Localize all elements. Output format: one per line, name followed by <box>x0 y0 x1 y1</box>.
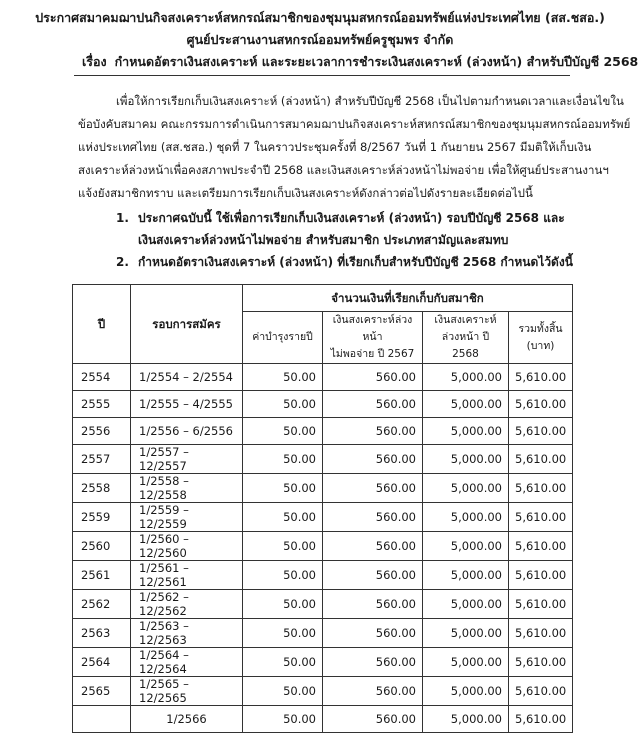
intro-paragraph <box>78 90 631 205</box>
cell-advance: 5,000.00 <box>423 677 509 706</box>
cell-year: 2563 <box>73 619 131 648</box>
cell-round: 1/2563 – 12/2563 <box>131 619 243 648</box>
cell-round: 1/2557 – 12/2557 <box>131 445 243 474</box>
cell-round: 1/2554 – 2/2554 <box>131 364 243 391</box>
cell-fee: 50.00 <box>243 445 323 474</box>
cell-shortfall: 560.00 <box>323 619 423 648</box>
column-header-advance <box>423 312 509 364</box>
item-text: ประกาศฉบับนี้ ใช้เพื่อการเรียกเก็บเงินสงเคราะห์ (ล่วงหน้า) รอบปีบัญชี 2568 และ <box>138 211 565 225</box>
cell-total: 5,610.00 <box>509 677 573 706</box>
column-header-advance-line2: ล่วงหน้า ปี 2568 <box>441 331 490 360</box>
cell-fee: 50.00 <box>243 590 323 619</box>
cell-shortfall: 560.00 <box>323 590 423 619</box>
cell-total: 5,610.00 <box>509 418 573 445</box>
cell-shortfall: 560.00 <box>323 445 423 474</box>
cell-round: 1/2560 – 12/2560 <box>131 532 243 561</box>
item-text-continued: เงินสงเคราะห์ล่วงหน้าไม่พอจ่าย สำหรับสมาชิก ประเภทสามัญและสมทบ <box>138 233 509 247</box>
cell-advance: 5,000.00 <box>423 503 509 532</box>
column-header-group: จำนวนเงินที่เรียกเก็บกับสมาชิก <box>243 285 573 312</box>
cell-fee: 50.00 <box>243 418 323 445</box>
subject-line <box>82 52 638 72</box>
column-header-year: ปี <box>73 285 131 364</box>
table-row <box>73 619 573 648</box>
cell-year: 2559 <box>73 503 131 532</box>
table-row <box>73 445 573 474</box>
cell-fee: 50.00 <box>243 364 323 391</box>
cell-fee: 50.00 <box>243 391 323 418</box>
cell-total: 5,610.00 <box>509 474 573 503</box>
column-header-total-line2: (บาท) <box>526 339 555 352</box>
cell-year: 2554 <box>73 364 131 391</box>
cell-round: 1/2559 – 12/2559 <box>131 503 243 532</box>
announcement-title: ประกาศสมาคมฌาปนกิจสงเคราะห์สหกรณ์สมาชิกของชุมนุมสหกรณ์ออมทรัพย์แห่งประเทศไทย (สส.ชสอ.) <box>35 10 605 25</box>
column-header-advance-line1: เงินสงเคราะห์ <box>434 314 497 326</box>
cell-round: 1/2555 – 4/2555 <box>131 391 243 418</box>
cell-round: 1/2558 – 12/2558 <box>131 474 243 503</box>
item-number: 1. <box>116 211 129 225</box>
item-2 <box>116 253 573 272</box>
cell-fee: 50.00 <box>243 677 323 706</box>
cell-shortfall: 560.00 <box>323 418 423 445</box>
table-row <box>73 706 573 733</box>
rates-table <box>72 284 573 733</box>
column-header-total-line1: รวมทั้งสิ้น <box>518 322 563 335</box>
cell-advance: 5,000.00 <box>423 706 509 733</box>
cell-total: 5,610.00 <box>509 503 573 532</box>
table-row <box>73 648 573 677</box>
column-header-round: รอบการสมัคร <box>131 285 243 364</box>
cell-round: 1/2562 – 12/2562 <box>131 590 243 619</box>
item-number: 2. <box>116 255 129 269</box>
cell-round: 1/2564 – 12/2564 <box>131 648 243 677</box>
cell-shortfall: 560.00 <box>323 561 423 590</box>
cell-shortfall: 560.00 <box>323 677 423 706</box>
cell-total: 5,610.00 <box>509 391 573 418</box>
organization-name: ศูนย์ประสานงานสหกรณ์ออมทรัพย์ครูชุมพร จำกัด <box>186 32 454 47</box>
cell-advance: 5,000.00 <box>423 418 509 445</box>
column-header-shortfall-line1: เงินสงเคราะห์ล่วงหน้า <box>332 314 413 343</box>
paragraph-line: แห่งประเทศไทย (สส.ชสอ.) ชุดที่ 7 ในคราวประชุมครั้งที่ 8/2567 วันที่ 1 กันยายน 2567 มีมติให้เก็บเงิน <box>78 140 592 154</box>
cell-year: 2565 <box>73 677 131 706</box>
cell-advance: 5,000.00 <box>423 532 509 561</box>
cell-total: 5,610.00 <box>509 532 573 561</box>
column-header-fee: ค่าบำรุงรายปี <box>243 312 323 364</box>
table-row <box>73 532 573 561</box>
cell-shortfall: 560.00 <box>323 648 423 677</box>
cell-total: 5,610.00 <box>509 706 573 733</box>
cell-year: 2561 <box>73 561 131 590</box>
cell-year <box>73 706 131 733</box>
cell-total: 5,610.00 <box>509 364 573 391</box>
table-row <box>73 677 573 706</box>
subject-text: กำหนดอัตราเงินสงเคราะห์ และระยะเวลาการชำระเงินสงเคราะห์ (ล่วงหน้า) สำหรับปีบัญชี 2568 <box>114 54 639 69</box>
table-row <box>73 503 573 532</box>
cell-shortfall: 560.00 <box>323 364 423 391</box>
table-body <box>73 364 573 733</box>
cell-round: 1/2565 – 12/2565 <box>131 677 243 706</box>
table-row <box>73 474 573 503</box>
cell-advance: 5,000.00 <box>423 648 509 677</box>
table-row <box>73 561 573 590</box>
header-divider <box>74 75 570 76</box>
table-header <box>73 285 573 364</box>
cell-round: 1/2566 <box>131 706 243 733</box>
cell-round: 1/2556 – 6/2556 <box>131 418 243 445</box>
cell-advance: 5,000.00 <box>423 561 509 590</box>
cell-shortfall: 560.00 <box>323 532 423 561</box>
item-text: กำหนดอัตราเงินสงเคราะห์ (ล่วงหน้า) ที่เรียกเก็บสำหรับปีบัญชี 2568 กำหนดไว้ดังนี้ <box>138 255 573 269</box>
cell-fee: 50.00 <box>243 561 323 590</box>
cell-year: 2556 <box>73 418 131 445</box>
column-header-shortfall <box>323 312 423 364</box>
cell-advance: 5,000.00 <box>423 590 509 619</box>
paragraph-line: เพื่อให้การเรียกเก็บเงินสงเคราะห์ (ล่วงหน้า) สำหรับปีบัญชี 2568 เป็นไปตามกำหนดเวลาและเงื่อนไขใน <box>116 94 624 108</box>
table-row <box>73 590 573 619</box>
table-row <box>73 364 573 391</box>
cell-advance: 5,000.00 <box>423 445 509 474</box>
cell-year: 2555 <box>73 391 131 418</box>
paragraph-line: ข้อบังคับสมาคม คณะกรรมการดำเนินการสมาคมฌาปนกิจสงเคราะห์สหกรณ์สมาชิกของชุมนุมสหกรณ์ออมทรัพย์ <box>78 117 631 131</box>
cell-fee: 50.00 <box>243 532 323 561</box>
cell-advance: 5,000.00 <box>423 364 509 391</box>
cell-advance: 5,000.00 <box>423 474 509 503</box>
cell-total: 5,610.00 <box>509 619 573 648</box>
column-header-shortfall-line2: ไม่พอจ่าย ปี 2567 <box>330 348 415 360</box>
cell-total: 5,610.00 <box>509 590 573 619</box>
cell-total: 5,610.00 <box>509 445 573 474</box>
cell-year: 2562 <box>73 590 131 619</box>
cell-advance: 5,000.00 <box>423 619 509 648</box>
cell-shortfall: 560.00 <box>323 706 423 733</box>
cell-shortfall: 560.00 <box>323 503 423 532</box>
cell-year: 2560 <box>73 532 131 561</box>
cell-fee: 50.00 <box>243 648 323 677</box>
cell-fee: 50.00 <box>243 503 323 532</box>
subject-label: เรื่อง <box>82 54 107 69</box>
cell-year: 2557 <box>73 445 131 474</box>
cell-fee: 50.00 <box>243 706 323 733</box>
cell-shortfall: 560.00 <box>323 391 423 418</box>
table-row <box>73 418 573 445</box>
table-row <box>73 391 573 418</box>
cell-total: 5,610.00 <box>509 648 573 677</box>
cell-total: 5,610.00 <box>509 561 573 590</box>
paragraph-line: สงเคราะห์ล่วงหน้าเพื่อคงสภาพประจำปี 2568 และเงินสงเคราะห์ล่วงหน้าไม่พอจ่าย เพื่อให้ศูนย์ประสานงานฯ <box>78 163 609 177</box>
cell-year: 2558 <box>73 474 131 503</box>
cell-year: 2564 <box>73 648 131 677</box>
column-header-total <box>509 312 573 364</box>
cell-fee: 50.00 <box>243 474 323 503</box>
item-1 <box>116 207 565 251</box>
paragraph-line: แจ้งยังสมาชิกทราบ และเตรียมการเรียกเก็บเงินสงเคราะห์ดังกล่าวต่อไปดังรายละเอียดต่อไปนี้ <box>78 186 533 200</box>
cell-fee: 50.00 <box>243 619 323 648</box>
cell-shortfall: 560.00 <box>323 474 423 503</box>
cell-round: 1/2561 – 12/2561 <box>131 561 243 590</box>
cell-advance: 5,000.00 <box>423 391 509 418</box>
